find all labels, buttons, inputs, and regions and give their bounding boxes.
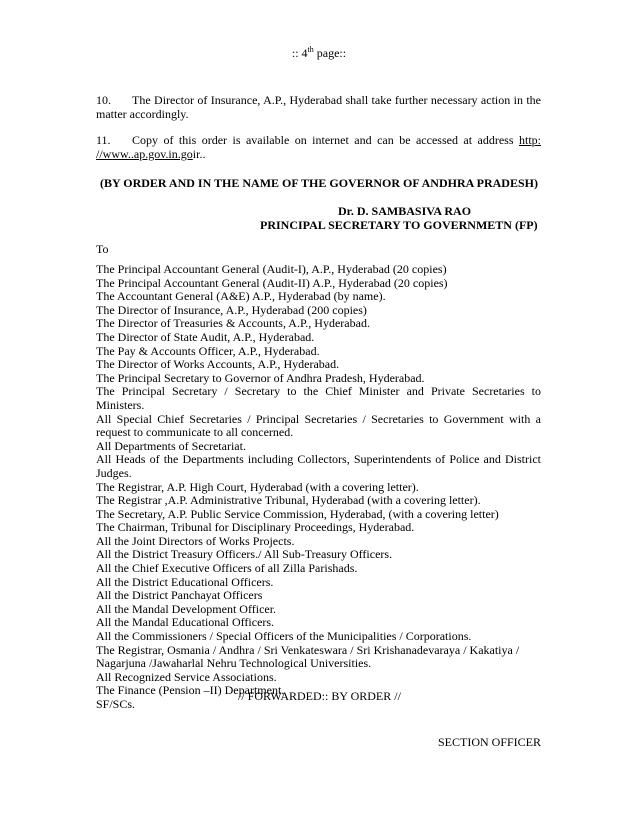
page-number-header: [0, 45, 638, 61]
to-label: To: [96, 242, 109, 256]
paragraph-11: [96, 133, 541, 161]
recipient-item: The Chairman, Tribunal for Disciplinary Proceedings, Hyderabad.: [96, 520, 415, 535]
recipient-item: All Departments of Secretariat.: [96, 438, 246, 453]
recipient-item: The Registrar, A.P. High Court, Hyderabad (with a covering letter).: [96, 479, 419, 494]
website-link[interactable]: http: //www..ap.gov.in.go: [96, 133, 541, 161]
header-sup: th: [307, 45, 314, 54]
governor-order-line: (BY ORDER AND IN THE NAME OF THE GOVERNOR OF ANDHRA PRADESH): [100, 176, 538, 190]
forwarded-line: // FORWARDED:: BY ORDER //: [238, 689, 401, 703]
recipient-item: The Accountant General (A&E) A.P., Hyderabad (by name).: [96, 289, 386, 304]
recipient-item: The Director of Insurance, A.P., Hyderabad (200 copies): [96, 302, 367, 317]
recipient-item: The Director of Treasuries & Accounts, A.P., Hyderabad.: [96, 316, 370, 331]
signatory-name: Dr. D. SAMBASIVA RAO: [338, 204, 472, 218]
paragraph-11-number: 11.: [96, 133, 111, 147]
paragraph-10: [96, 93, 541, 121]
recipient-item: All the District Educational Officers.: [96, 574, 274, 589]
recipient-item: SF/SCs.: [96, 697, 136, 711]
recipient-item: The Principal Secretary to Governor of Andhra Pradesh, Hyderabad.: [96, 370, 425, 385]
recipient-item: Nagarjuna /Jawaharlal Nehru Technological Universities.: [96, 656, 372, 671]
recipient-item: All the Mandal Development Officer.: [96, 601, 277, 616]
recipient-item: The Principal Accountant General (Audit-I), A.P., Hyderabad (20 copies): [96, 262, 447, 276]
recipient-item: All the Mandal Educational Officers.: [96, 615, 275, 630]
recipient-item: The Pay & Accounts Officer, A.P., Hyderabad.: [96, 343, 320, 358]
header-post: page::: [313, 46, 347, 60]
recipient-item: All Special Chief Secretaries / Principal Secretaries / Secretaries to Government with a request to communicate to all concerned.: [96, 411, 541, 440]
paragraph-11-tail: ir..: [192, 147, 206, 161]
paragraph-11-text: Copy of this order is available on internet and can be accessed at address: [132, 133, 519, 147]
section-officer-signature: SECTION OFFICER: [437, 735, 541, 749]
header-pre: :: 4: [291, 46, 308, 60]
paragraph-10-number: 10.: [96, 93, 111, 107]
recipient-item: The Registrar ,A.P. Administrative Tribunal, Hyderabad (with a covering letter).: [96, 493, 481, 508]
recipient-item: All the Joint Directors of Works Projects.: [96, 533, 295, 548]
recipient-item: The Director of State Audit, A.P., Hyderabad.: [96, 329, 315, 344]
recipient-item: All Recognized Service Associations.: [96, 669, 277, 684]
recipient-item: All the District Panchayat Officers: [96, 588, 263, 603]
signatory-designation: PRINCIPAL SECRETARY TO GOVERNMETN (FP): [260, 218, 538, 232]
paragraph-10-text: The Director of Insurance, A.P., Hyderabad shall take further necessary action in the matter accordingly.: [96, 93, 541, 121]
recipient-item: The Finance (Pension –II) Department.: [96, 683, 285, 698]
recipient-item: The Secretary, A.P. Public Service Commission, Hyderabad, (with a covering letter): [96, 506, 499, 521]
recipient-item: The Director of Works Accounts, A.P., Hyderabad.: [96, 357, 340, 372]
recipient-item: All the District Treasury Officers./ All Sub-Treasury Officers.: [96, 547, 393, 562]
recipient-item: All Heads of the Departments including Collectors, Superintendents of Police and District Judges.: [96, 452, 541, 480]
recipient-item: The Principal Accountant General (Audit-II) A.P., Hyderabad (20 copies): [96, 275, 448, 290]
recipient-item: All the Commissioners / Special Officers of the Municipalities / Corporations.: [96, 629, 472, 644]
recipient-item: The Principal Secretary / Secretary to the Chief Minister and Private Secretaries to Ministers.: [96, 384, 541, 412]
recipient-item: All the Chief Executive Officers of all Zilla Parishads.: [96, 561, 358, 576]
recipient-list: [96, 263, 541, 712]
recipient-item: The Registrar, Osmania / Andhra / Sri Venkateswara / Sri Krishanadevaraya / Kakatiya /: [96, 642, 520, 657]
